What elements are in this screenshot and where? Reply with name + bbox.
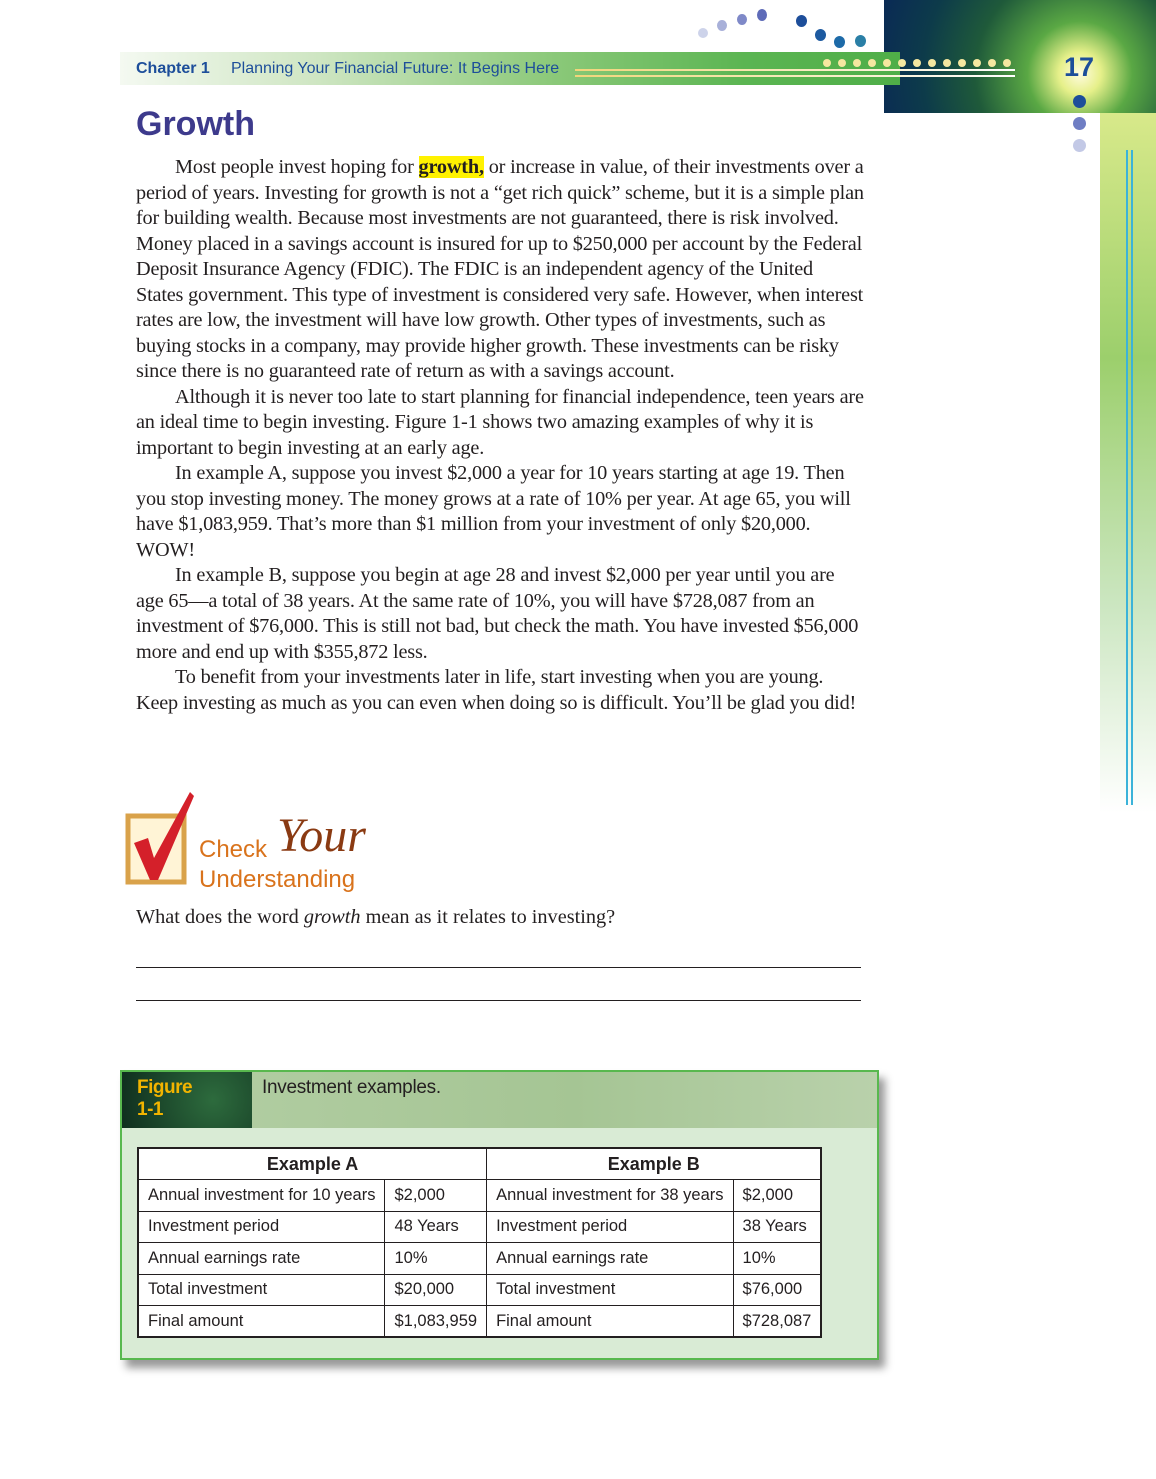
chapter-title: Planning Your Financial Future: It Begins Here — [231, 60, 560, 77]
table-cell: Final amount — [138, 1306, 385, 1338]
text: Most people invest hoping for — [175, 156, 419, 178]
table-row — [138, 1180, 821, 1212]
table-cell: $1,083,959 — [385, 1306, 487, 1338]
section-title: Growth — [136, 105, 255, 143]
paragraph: To benefit from your investments later in life, start investing when you are young. Keep investing as much as you can even when doing so is difficult. You’ll be glad you did! — [136, 666, 857, 714]
table-cell: Annual earnings rate — [487, 1243, 733, 1275]
figure-caption: Investment examples. — [262, 1077, 441, 1098]
answer-line[interactable] — [136, 967, 861, 968]
question — [136, 906, 615, 929]
table-row — [138, 1243, 821, 1275]
table-cell: 48 Years — [385, 1211, 487, 1243]
table-cell: Annual investment for 38 years — [487, 1180, 733, 1212]
text: mean as it relates to investing? — [360, 906, 616, 928]
text: growth — [303, 906, 361, 928]
check-label: Check — [199, 836, 268, 863]
table-row — [138, 1306, 821, 1338]
table-cell: Total investment — [487, 1274, 733, 1306]
table-cell: $76,000 — [733, 1274, 821, 1306]
checkmark-box-icon — [122, 788, 198, 903]
chapter-number: Chapter 1 — [136, 60, 210, 77]
figure-header — [122, 1072, 877, 1128]
paragraph — [136, 155, 864, 385]
chapter-header-band — [120, 52, 900, 85]
decorative-line — [1131, 150, 1133, 805]
table-header-row — [138, 1148, 821, 1180]
figure-1-1 — [120, 1070, 879, 1360]
table-cell: 38 Years — [733, 1211, 821, 1243]
table-cell: Total investment — [138, 1274, 385, 1306]
investment-table — [137, 1147, 822, 1338]
paragraph: In example B, suppose you begin at age 28 and invest $2,000 per year until you are age 65—a total of 38 years. At the same rate of 10%, you will have $728,087 from an investment of $76,000. This is still not bad, but check the math. You have invested $56,000 more and end up with $355,872 less. — [136, 564, 859, 663]
text: Figure — [137, 1077, 193, 1098]
table-row — [138, 1211, 821, 1243]
column-header: Example A — [138, 1148, 487, 1180]
table-cell: $2,000 — [385, 1180, 487, 1212]
table-cell: 10% — [385, 1243, 487, 1275]
decorative-dots-row — [823, 59, 1011, 67]
key-term-growth: growth, — [418, 156, 484, 178]
column-header: Example B — [487, 1148, 822, 1180]
table-cell: $20,000 — [385, 1274, 487, 1306]
table-cell: Investment period — [487, 1211, 733, 1243]
your-label: Your — [277, 809, 366, 862]
answer-line[interactable] — [136, 1000, 861, 1001]
paragraph: Although it is never too late to start planning for financial independence, teen years are an ideal time to begin investing. Figure 1-1 shows two amazing examples of why it is important to begin investing at an early age. — [136, 385, 864, 459]
page-number: 17 — [1064, 52, 1095, 82]
header-decorative-art — [884, 0, 1156, 113]
paragraph: In example A, suppose you invest $2,000 a year for 10 years starting at age 19. Then you stop investing money. The money grows at a rate of 10% per year. At age 65, you will have $1,083,959. That’s more than $1 million from your investment of only $20,000. WOW! — [136, 462, 851, 561]
figure-label — [122, 1072, 252, 1128]
table-cell: $728,087 — [733, 1306, 821, 1338]
check-your-understanding — [122, 788, 422, 908]
decorative-line — [1126, 150, 1128, 805]
table-cell: $2,000 — [733, 1180, 821, 1212]
text: What does the word — [136, 906, 304, 928]
body-text — [136, 155, 864, 716]
table-cell: 10% — [733, 1243, 821, 1275]
understanding-label: Understanding — [199, 866, 356, 893]
table-cell: Investment period — [138, 1211, 385, 1243]
table-cell: Final amount — [487, 1306, 733, 1338]
table-cell: Annual investment for 10 years — [138, 1180, 385, 1212]
side-decorative-strip — [1100, 113, 1156, 813]
table-cell: Annual earnings rate — [138, 1243, 385, 1275]
table-row — [138, 1274, 821, 1306]
text: 1-1 — [137, 1099, 163, 1120]
text: or increase in value, of their investments over a period of years. Investing for growth is not a “get rich quick” scheme, but it is a simple plan for building wealth. Because most investments are not guaranteed, there is risk involved. Money placed in a savings account is insured for up to $250,000 per account by the Federal Deposit Insurance Agency (FDIC). The FDIC is an independent agency of the United States government. This type of investment is considered very safe. However, when interest rates are low, the investment will have low growth. Other types of investments, such as buying stocks in a company, may provide higher growth. These investments can be risky since there is no guaranteed rate of return as with a savings account. — [136, 156, 864, 382]
